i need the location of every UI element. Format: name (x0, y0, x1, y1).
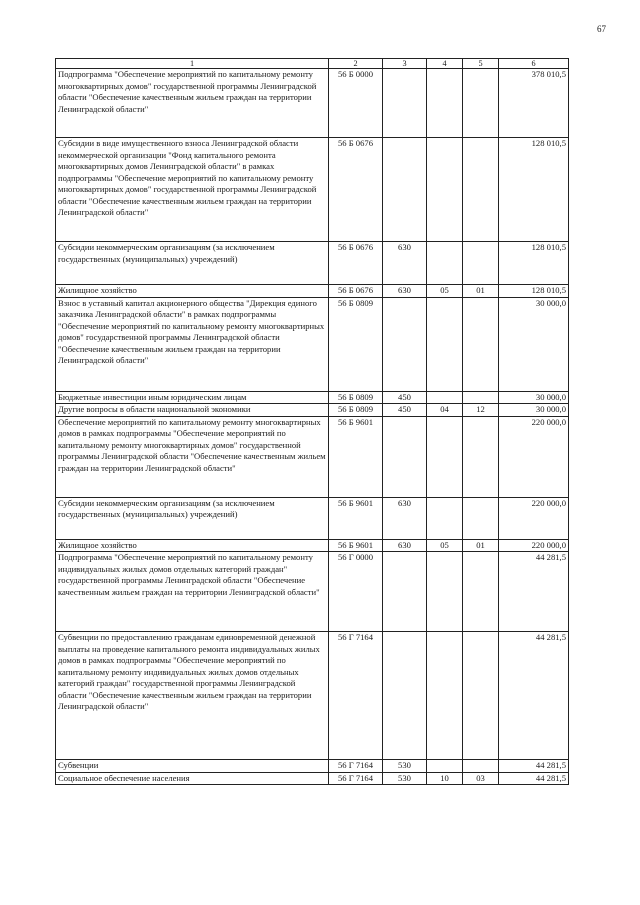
row-code: 56 Б 0809 (329, 391, 383, 404)
row-col-5 (463, 391, 499, 404)
row-col-5 (463, 297, 499, 391)
row-col-3: 450 (383, 391, 427, 404)
row-amount: 378 010,5 (499, 69, 569, 138)
row-amount: 44 281,5 (499, 760, 569, 773)
row-col-5: 12 (463, 404, 499, 417)
header-col-4: 4 (427, 59, 463, 69)
row-col-5 (463, 242, 499, 285)
row-amount: 128 010,5 (499, 138, 569, 242)
table-row (56, 497, 569, 539)
row-name: Бюджетные инвестиции иным юридическим лицам (56, 391, 329, 404)
row-amount: 30 000,0 (499, 297, 569, 391)
header-col-2: 2 (329, 59, 383, 69)
row-col-4 (427, 297, 463, 391)
row-name: Подпрограмма "Обеспечение мероприятий по капитальному ремонту многоквартирных домов" государственной программы Ленинградской области "Обеспечение качественным жильем граждан на территории Ленинградской области" (56, 69, 329, 138)
table-row (56, 285, 569, 298)
table-row (56, 297, 569, 391)
row-name: Субвенции (56, 760, 329, 773)
row-code: 56 Г 7164 (329, 760, 383, 773)
row-col-5 (463, 69, 499, 138)
row-col-5 (463, 760, 499, 773)
row-name: Субсидии некоммерческим организациям (за исключением государственных (муниципальных) учреждений) (56, 497, 329, 539)
row-code: 56 Б 9601 (329, 416, 383, 497)
row-code: 56 Г 7164 (329, 772, 383, 785)
table-row (56, 69, 569, 138)
row-amount: 220 000,0 (499, 416, 569, 497)
row-col-3 (383, 69, 427, 138)
row-col-4 (427, 552, 463, 632)
row-col-4: 05 (427, 539, 463, 552)
row-col-4 (427, 416, 463, 497)
row-col-3 (383, 632, 427, 760)
row-code: 56 Г 0000 (329, 552, 383, 632)
row-col-4 (427, 497, 463, 539)
row-code: 56 Г 7164 (329, 632, 383, 760)
row-col-3: 530 (383, 772, 427, 785)
page-number: 67 (597, 24, 606, 34)
row-col-3: 450 (383, 404, 427, 417)
row-col-3: 630 (383, 539, 427, 552)
table-row (56, 539, 569, 552)
table-row (56, 632, 569, 760)
table-body (56, 69, 569, 785)
row-amount: 220 000,0 (499, 539, 569, 552)
row-col-3: 630 (383, 242, 427, 285)
row-amount: 30 000,0 (499, 391, 569, 404)
row-name: Социальное обеспечение населения (56, 772, 329, 785)
row-col-4 (427, 242, 463, 285)
row-col-3 (383, 138, 427, 242)
row-amount: 30 000,0 (499, 404, 569, 417)
row-name: Субвенции по предоставлению гражданам единовременной денежной выплаты на проведение капитального ремонта индивидуальных жилых домов в рамках подпрограммы "Обеспечение мероприятий по капитальному ремонту индивидуальных жилых домов отдельных категорий граждан" государственной программы Ленинградской области "Обеспечение качественным жильем граждан на территории Ленинградской области" (56, 632, 329, 760)
row-code: 56 Б 0000 (329, 69, 383, 138)
row-name: Жилищное хозяйство (56, 285, 329, 298)
row-col-5 (463, 138, 499, 242)
row-col-4: 05 (427, 285, 463, 298)
table-row (56, 760, 569, 773)
row-col-4 (427, 391, 463, 404)
header-col-3: 3 (383, 59, 427, 69)
row-col-5 (463, 632, 499, 760)
row-name: Обеспечение мероприятий по капитальному ремонту многоквартирных домов в рамках подпрограммы "Обеспечение мероприятий по капитальному ремонту многоквартирных домов" государственной программы Ленинградской области "Обеспечение качественным жильем граждан на территории Ленинградской области" (56, 416, 329, 497)
row-col-3: 630 (383, 497, 427, 539)
row-col-5: 01 (463, 285, 499, 298)
row-name: Другие вопросы в области национальной экономики (56, 404, 329, 417)
table-row (56, 404, 569, 417)
table-row (56, 391, 569, 404)
row-col-3 (383, 552, 427, 632)
row-col-4: 10 (427, 772, 463, 785)
row-col-4: 04 (427, 404, 463, 417)
row-amount: 128 010,5 (499, 285, 569, 298)
row-code: 56 Б 9601 (329, 539, 383, 552)
row-col-4 (427, 69, 463, 138)
row-code: 56 Б 0676 (329, 138, 383, 242)
row-amount: 44 281,5 (499, 552, 569, 632)
row-col-5 (463, 552, 499, 632)
row-col-3 (383, 416, 427, 497)
row-name: Жилищное хозяйство (56, 539, 329, 552)
row-col-3 (383, 297, 427, 391)
row-amount: 44 281,5 (499, 772, 569, 785)
row-col-4 (427, 760, 463, 773)
row-amount: 44 281,5 (499, 632, 569, 760)
row-name: Субсидии в виде имущественного взноса Ленинградской области некоммерческой организации "Фонд капитального ремонта многоквартирных домов Ленинградской области" в рамках подпрограммы "Обеспечение мероприятий по капитальному ремонту многоквартирных домов" государственной программы Ленинградской области "Обеспечение качественным жильем граждан на территории Ленинградской области" (56, 138, 329, 242)
table-row (56, 772, 569, 785)
row-col-3: 530 (383, 760, 427, 773)
row-code: 56 Б 0676 (329, 242, 383, 285)
header-col-6: 6 (499, 59, 569, 69)
row-col-5: 03 (463, 772, 499, 785)
row-col-5: 01 (463, 539, 499, 552)
header-col-1: 1 (56, 59, 329, 69)
row-col-5 (463, 416, 499, 497)
table-row (56, 416, 569, 497)
header-col-5: 5 (463, 59, 499, 69)
table-row (56, 552, 569, 632)
row-name: Субсидии некоммерческим организациям (за исключением государственных (муниципальных) учреждений) (56, 242, 329, 285)
row-col-5 (463, 497, 499, 539)
budget-table (55, 58, 569, 785)
row-amount: 128 010,5 (499, 242, 569, 285)
row-name: Взнос в уставный капитал акционерного общества "Дирекция единого заказчика Ленинградской области" в рамках подпрограммы "Обеспечение мероприятий по капитальному ремонту многоквартирных домов" государственной программы Ленинградской области "Обеспечение качественным жильем граждан на территории Ленинградской области" (56, 297, 329, 391)
row-code: 56 Б 9601 (329, 497, 383, 539)
table-row (56, 242, 569, 285)
row-code: 56 Б 0809 (329, 297, 383, 391)
row-col-3: 630 (383, 285, 427, 298)
row-amount: 220 000,0 (499, 497, 569, 539)
row-col-4 (427, 138, 463, 242)
table-header (56, 59, 569, 69)
row-name: Подпрограмма "Обеспечение мероприятий по капитальному ремонту индивидуальных жилых домов отдельных категорий граждан" государственной программы Ленинградской области "Обеспечение качественным жильем граждан на территории Ленинградской области" (56, 552, 329, 632)
row-col-4 (427, 632, 463, 760)
row-code: 56 Б 0676 (329, 285, 383, 298)
row-code: 56 Б 0809 (329, 404, 383, 417)
table-row (56, 138, 569, 242)
